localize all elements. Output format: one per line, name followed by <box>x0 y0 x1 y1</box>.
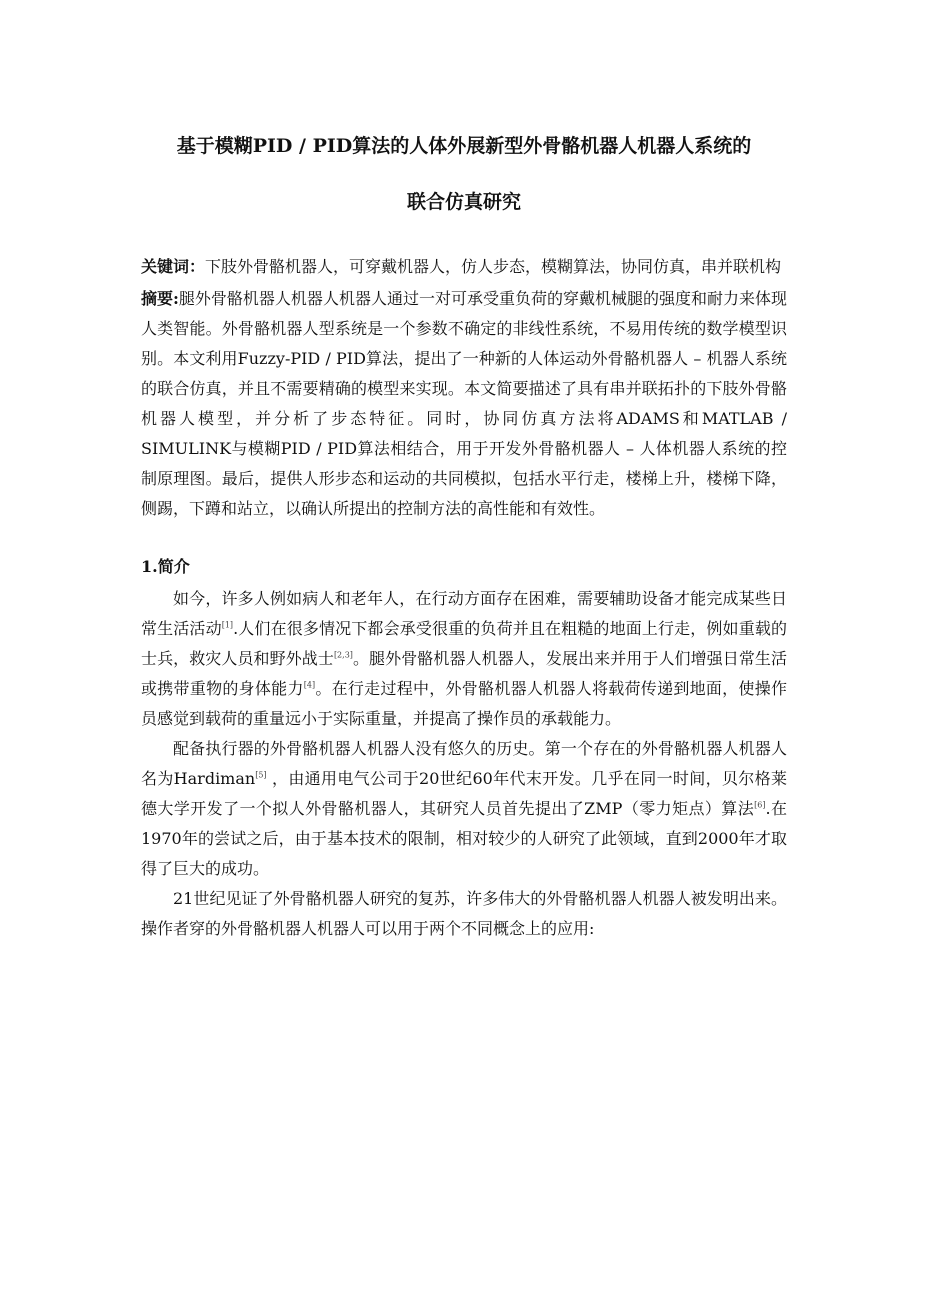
citation: [2,3] <box>333 650 353 660</box>
abstract-label: 摘要: <box>141 289 179 308</box>
intro-p1-text-1: 如今，许多人例如病人和老年人，在行动方面存在困难，需要辅助设备才能完成某些日常生活活动 <box>141 589 787 638</box>
intro-p2-text-2: ，由通用电气公司于20世纪60年代末开发。几乎在同一时间，贝尔格莱德大学开发了一个拟人外骨骼机器人，其研究人员首先提出了ZMP（零力矩点）算法 <box>141 769 787 818</box>
abstract <box>141 284 787 524</box>
intro-p1-text-3: 。腿外骨骼机器人机器人，发展出来并用于人们增强日常生活或携带重物的身体能力 <box>141 649 787 698</box>
intro-p3-text-1: 21世纪见证了外骨骼机器人研究的复苏，许多伟大的外骨骼机器人机器人被发明出来。操作者穿的外骨骼机器人机器人可以用于两个不同概念上的应用: <box>141 889 787 938</box>
title-line-1: 基于模糊PID / PID算法的人体外展新型外骨骼机器人机器人系统的 <box>176 135 752 157</box>
citation: [5] <box>255 770 267 780</box>
keywords <box>141 252 787 282</box>
citation: [6] <box>754 800 766 810</box>
spacer <box>141 230 787 252</box>
intro-p1-text-2: .人们在很多情况下都会承受很重的负荷并且在粗糙的地面上行走，例如重载的士兵，救灾人员和野外战士 <box>141 619 787 668</box>
intro-p1-text-4: 。在行走过程中，外骨骼机器人机器人将载荷传递到地面，使操作员感觉到载荷的重量远小于实际重量，并提高了操作员的承载能力。 <box>141 679 787 728</box>
abstract-text: 腿外骨骼机器人机器人机器人通过一对可承受重负荷的穿戴机械腿的强度和耐力来体现人类智能。外骨骼机器人型系统是一个参数不确定的非线性系统，不易用传统的数学模型识别。本文利用Fuzzy-PID / PID算法，提出了一种新的人体运动外骨骼机器人 – 机器人系统的联合仿真，并且不需要精确的模型来实现。本文简要描述了具有串并联拓扑的下肢外骨骼机器人模型，并分析了步态特征。同时，协同仿真方法将ADAMS和MATLAB / SIMULINK与模糊PID / PID算法相结合，用于开发外骨骼机器人 – 人体机器人系统的控制原理图。最后，提供人形步态和运动的共同模拟，包括水平行走，楼梯上升，楼梯下降，侧踢，下蹲和站立，以确认所提出的控制方法的高性能和有效性。 <box>141 289 787 518</box>
keywords-label: 关键词： <box>141 257 206 276</box>
section-heading-intro: 1.简介 <box>141 557 190 576</box>
title-line-2: 联合仿真研究 <box>406 191 521 213</box>
paper-page <box>141 118 787 944</box>
intro-paragraph-1 <box>141 584 787 734</box>
keywords-text: 下肢外骨骼机器人，可穿戴机器人，仿人步态，模糊算法，协同仿真，串并联机构 <box>205 257 782 276</box>
intro-p2-text-3: .在1970年的尝试之后，由于基本技术的限制，相对较少的人研究了此领域，直到2000年才取得了巨大的成功。 <box>141 799 787 878</box>
intro-paragraph-2 <box>141 734 787 884</box>
paper-title <box>141 118 787 230</box>
citation: [4] <box>303 680 316 690</box>
citation: [1] <box>221 620 234 630</box>
intro-paragraph-3 <box>141 884 787 944</box>
intro-p2-text-1: 配备执行器的外骨骼机器人机器人没有悠久的历史。第一个存在的外骨骼机器人机器人名为Hardiman <box>141 739 787 788</box>
